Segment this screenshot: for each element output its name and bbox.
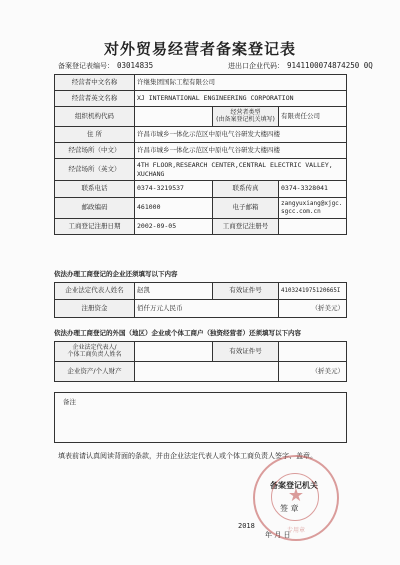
date-suffix: 年 月 日 — [265, 531, 291, 539]
phone-value: 0374-3219537 — [135, 181, 213, 198]
zip-value: 461000 — [135, 198, 213, 219]
fax-value: 0374-3328041 — [279, 181, 347, 198]
address-label: 住 所 — [55, 127, 135, 143]
name-cn-label: 经营者中文名称 — [55, 75, 135, 91]
site-en-line-1: 4TH FLOOR,RESEARCH CENTER,CENTRAL ELECTRIC VALLEY, — [137, 160, 333, 169]
section1-capital-label: 注册资金 — [55, 300, 135, 318]
section2-asset-label: 企业资产/个人财产 — [55, 362, 135, 382]
section1-usd: （折美元） — [279, 300, 347, 318]
section2-id-value — [279, 342, 347, 362]
reg-no-label: 工商登记注册号 — [213, 219, 279, 235]
name-en-label: 经营者英文名称 — [55, 91, 135, 107]
section2-heading: 依法办理工商登记的外国（地区）企业或个体工商户（独资经营者）还须填写以下内容 — [54, 329, 301, 337]
type-label: 经营者类型 (由备案登记机关填写) — [213, 107, 279, 127]
phone-label: 联系电话 — [55, 181, 135, 198]
import-export-code-label: 进出口企业代码： — [228, 62, 284, 70]
official-seal-stamp — [253, 455, 339, 541]
org-code-label: 组织机构代码 — [55, 107, 135, 127]
import-export-code — [228, 61, 373, 71]
zip-label: 邮政编码 — [55, 198, 135, 219]
site-cn-label: 经营场所（中文） — [55, 143, 135, 159]
site-en-line-2: XUCHANG — [137, 169, 165, 178]
star-icon: ★ — [287, 485, 305, 506]
section2-id-label: 有效证件号 — [213, 342, 279, 362]
record-number-label: 备案登记表编号： — [58, 62, 114, 70]
section1-id-label: 有效证件号 — [213, 283, 279, 300]
record-number-value: 03014835 — [117, 61, 154, 70]
seal-label: 签 章 — [280, 504, 299, 513]
email-line-1: zangyuxiang@xjgc. — [281, 199, 343, 207]
section2-rep-label: 企业法定代表人/ 个体工商负责人姓名 — [55, 342, 135, 362]
org-code-value — [135, 107, 213, 127]
site-cn-value: 许昌市城乡一体化示范区中原电气谷研发大楼四楼 — [135, 143, 347, 159]
stamp-text: 专用章 — [286, 527, 305, 534]
section1-rep-name: 赵凯 — [135, 283, 213, 300]
section1-rep-label: 企业法定代表人姓名 — [55, 283, 135, 300]
email-value — [279, 198, 347, 219]
fax-label: 联系传真 — [213, 181, 279, 198]
record-number — [58, 61, 153, 71]
import-export-code-value: 9141100074874250 0Q — [287, 61, 373, 70]
declaration-text: 填表前请认真阅读背面的条款，并由企业法定代表人或个体工商负责人签字、盖章。 — [58, 452, 317, 460]
reg-date-value: 2002-09-05 — [135, 219, 213, 235]
section1-heading: 依法办理工商登记的企业还须填写以下内容 — [54, 270, 178, 278]
remarks-table — [54, 392, 347, 443]
main-info-table — [54, 74, 347, 235]
name-en-value: XJ INTERNATIONAL ENGINEERING CORPORATION — [135, 91, 347, 107]
authority-label: 备案登记机关 — [270, 481, 318, 490]
site-en-label: 经营场所（英文） — [55, 159, 135, 181]
name-cn-value: 许继集团国际工程有限公司 — [135, 75, 347, 91]
reg-date-label: 工商登记注册日期 — [55, 219, 135, 235]
section2-asset-value — [135, 362, 279, 382]
type-value: 有限责任公司 — [279, 107, 347, 127]
address-value: 许昌市城乡一体化示范区中原电气谷研发大楼四楼 — [135, 127, 347, 143]
site-en-value — [135, 159, 347, 181]
section1-id-value: 4103241975120665I — [279, 283, 347, 300]
email-label: 电子邮箱 — [213, 198, 279, 219]
section1-table — [54, 282, 347, 318]
section2-table — [54, 341, 347, 382]
remarks-label: 备注 — [55, 393, 347, 443]
section2-usd: （折美元） — [279, 362, 347, 382]
section1-capital-value: 佰仟万元人民币 — [135, 300, 279, 318]
reg-no-value — [279, 219, 347, 235]
section2-rep-value — [135, 342, 213, 362]
document-title: 对外贸易经营者备案登记表 — [103, 40, 296, 58]
date-year: 2018 — [238, 522, 255, 530]
email-line-2: sgcc.com.cn — [281, 208, 321, 215]
